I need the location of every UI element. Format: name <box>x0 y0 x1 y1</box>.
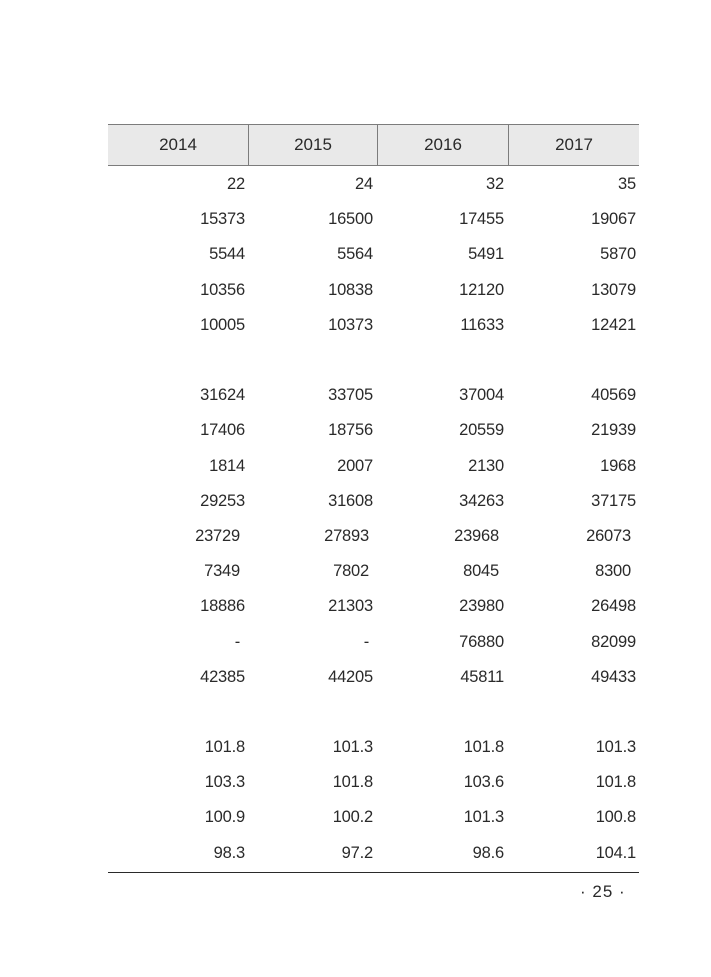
table-cell: 5870 <box>600 245 636 264</box>
table-cell: 33705 <box>328 386 373 405</box>
table-cell: 101.3 <box>463 808 504 827</box>
table-cell: 101.3 <box>595 738 636 757</box>
table-cell: 27893 <box>324 526 369 545</box>
table-cell: 35 <box>618 175 636 194</box>
table-cell: 37004 <box>459 386 504 405</box>
table-cell: 21939 <box>591 421 636 440</box>
header-year-2017: 2017 <box>508 125 639 165</box>
table-cell: 1968 <box>600 456 636 475</box>
table-cell: 17406 <box>200 421 245 440</box>
page-number: · 25 · <box>580 882 626 901</box>
table-cell: 76880 <box>459 632 504 651</box>
table-cell: 98.6 <box>472 843 504 862</box>
table-cell: 42385 <box>200 667 245 686</box>
table-cell: 5544 <box>209 245 245 264</box>
header-year-2014: 2014 <box>159 135 197 154</box>
table-cell: 11633 <box>460 315 504 334</box>
table-cell: 49433 <box>591 667 636 686</box>
header-year-2015: 2015 <box>248 125 377 165</box>
table-cell: 19067 <box>591 210 636 229</box>
table-cell: 10356 <box>200 280 245 299</box>
table-cell: 101.3 <box>332 738 373 757</box>
table-row <box>108 589 639 624</box>
table-row <box>108 378 639 413</box>
table-row <box>108 167 639 202</box>
table-cell: 98.3 <box>213 843 245 862</box>
table-row <box>108 765 639 800</box>
table-cell: 1814 <box>209 456 245 475</box>
table-cell: 15373 <box>200 210 245 229</box>
table-cell: 103.6 <box>463 773 504 792</box>
table-row <box>108 202 639 237</box>
table-cell: 12421 <box>591 315 636 334</box>
table-cell: 31608 <box>328 491 373 510</box>
table-cell: 45811 <box>460 667 504 686</box>
table-cell: 10005 <box>200 315 245 334</box>
table-row <box>108 836 639 871</box>
table-row <box>108 308 639 343</box>
table-cell: 16500 <box>328 210 373 229</box>
table-cell: 12120 <box>459 280 504 299</box>
table-cell: - <box>234 632 240 651</box>
table-cell: 29253 <box>200 491 245 510</box>
table-cell: 23729 <box>195 526 240 545</box>
table-cell: 8045 <box>463 562 499 581</box>
table-cell: 10838 <box>328 280 373 299</box>
table-cell: 2130 <box>468 456 504 475</box>
table-spacer-row <box>108 695 639 730</box>
table-cell: 23968 <box>454 526 499 545</box>
table-cell: 100.9 <box>204 808 245 827</box>
table-cell: 103.3 <box>204 773 245 792</box>
table-cell: 5564 <box>337 245 373 264</box>
table-row <box>108 413 639 448</box>
header-year-2016: 2016 <box>377 125 508 165</box>
table-cell: - <box>363 632 369 651</box>
table-cell: 100.2 <box>332 808 373 827</box>
table-cell: 18886 <box>200 597 245 616</box>
table-cell: 24 <box>355 175 373 194</box>
table-cell: 26498 <box>591 597 636 616</box>
table-cell: 101.8 <box>204 738 245 757</box>
table-cell: 7802 <box>333 562 369 581</box>
table-cell: 97.2 <box>341 843 373 862</box>
table-row <box>108 730 639 765</box>
table-cell: 101.8 <box>463 738 504 757</box>
table-spacer-row <box>108 343 639 378</box>
table-row <box>108 624 639 659</box>
table-cell: 22 <box>227 175 245 194</box>
table-cell: 2007 <box>337 456 373 475</box>
table-cell: 31624 <box>200 386 245 405</box>
table-row <box>108 273 639 308</box>
table-cell: 40569 <box>591 386 636 405</box>
table-cell: 37175 <box>591 491 636 510</box>
table-cell: 21303 <box>328 597 373 616</box>
table-cell: 101.8 <box>595 773 636 792</box>
table-cell: 104.1 <box>595 843 636 862</box>
table-cell: 17455 <box>459 210 504 229</box>
table-cell: 82099 <box>591 632 636 651</box>
table-bottom-rule <box>108 872 639 873</box>
table-cell: 44205 <box>328 667 373 686</box>
table-cell: 5491 <box>468 245 504 264</box>
table-row <box>108 519 639 554</box>
table-header-row <box>108 124 639 166</box>
table-cell: 18756 <box>328 421 373 440</box>
table-row <box>108 237 639 272</box>
table-body <box>108 166 639 871</box>
table-cell: 8300 <box>595 562 631 581</box>
table-row <box>108 800 639 835</box>
table-cell: 23980 <box>459 597 504 616</box>
table-cell: 13079 <box>591 280 636 299</box>
table-cell: 32 <box>486 175 504 194</box>
table-cell: 26073 <box>586 526 631 545</box>
table-cell: 101.8 <box>332 773 373 792</box>
table-row <box>108 660 639 695</box>
table-row <box>108 449 639 484</box>
table-cell: 34263 <box>459 491 504 510</box>
table-cell: 7349 <box>204 562 240 581</box>
table-row <box>108 484 639 519</box>
table-cell: 10373 <box>328 315 373 334</box>
table-row <box>108 554 639 589</box>
table-cell: 20559 <box>459 421 504 440</box>
table-cell: 100.8 <box>595 808 636 827</box>
statistics-table <box>108 124 639 873</box>
